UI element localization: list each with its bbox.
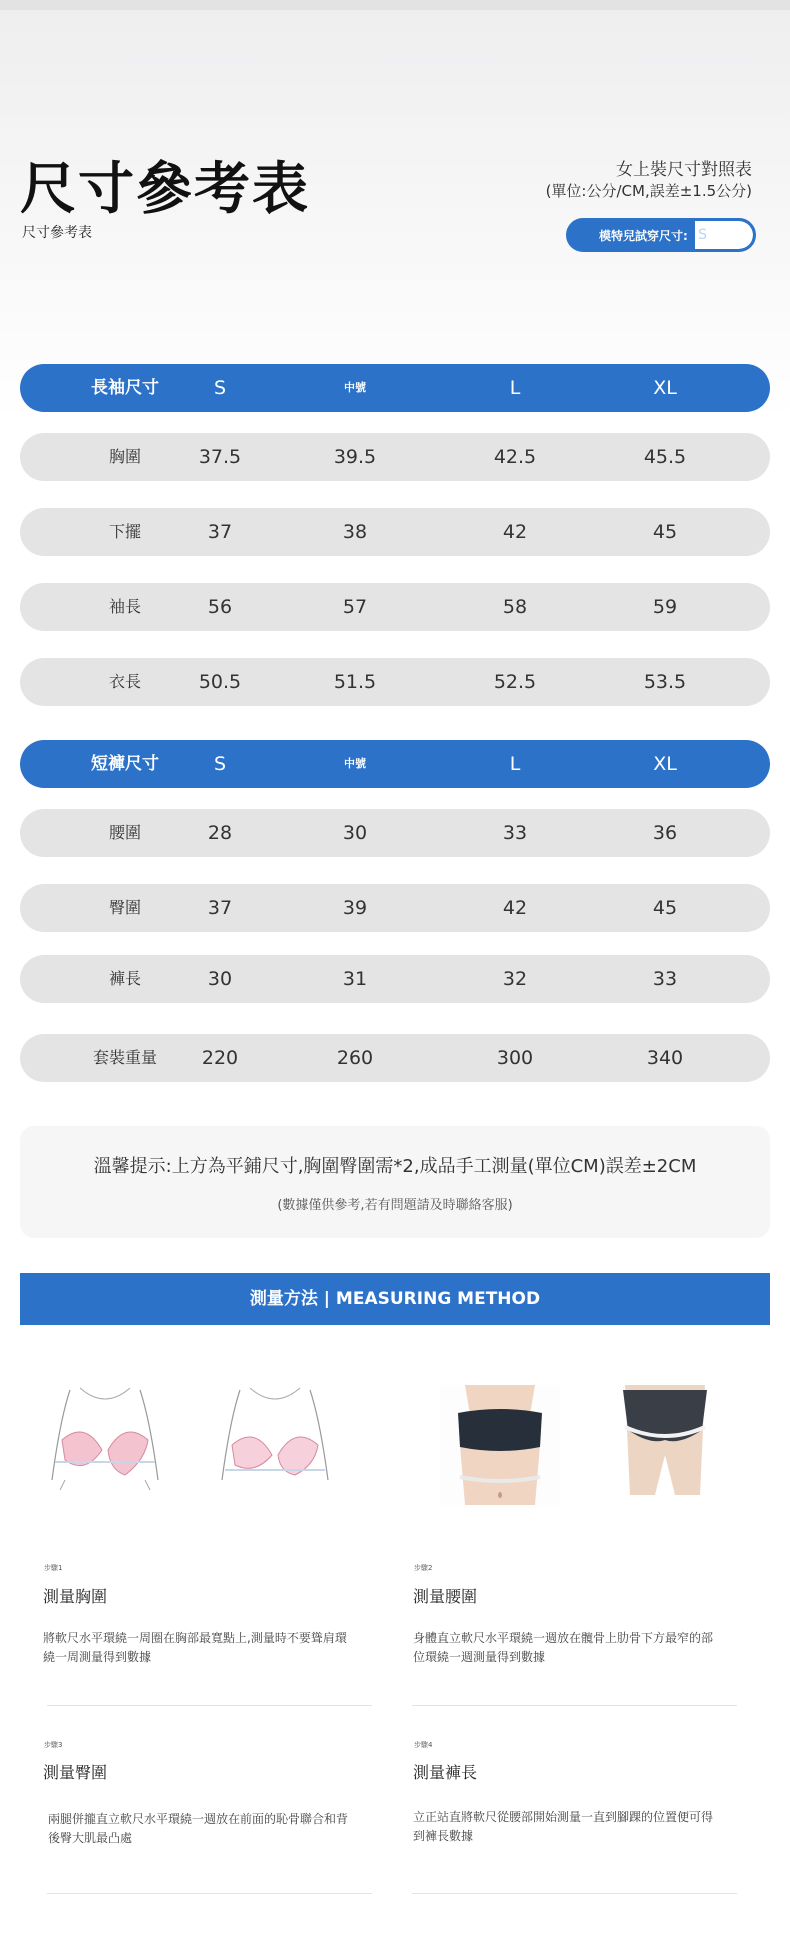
table-row bbox=[20, 658, 770, 706]
cell-value: 56 bbox=[207, 596, 233, 618]
row-label: 下擺 bbox=[108, 522, 141, 541]
cell-value: 31 bbox=[342, 968, 368, 990]
method-heading: 測量方法 | MEASURING METHOD bbox=[20, 1273, 770, 1325]
cell-value: 220 bbox=[201, 1047, 239, 1069]
cell-value: 38 bbox=[342, 521, 368, 543]
table-row bbox=[20, 884, 770, 932]
hip-measure-illustration bbox=[620, 1385, 710, 1500]
table-row bbox=[20, 809, 770, 857]
cell-value: 33 bbox=[652, 968, 678, 990]
step-description: 立正站直將軟尺從腰部開始測量一直到腳踝的位置便可得到褲長數據 bbox=[413, 1810, 714, 1843]
header-size-s: S bbox=[213, 753, 227, 775]
row-label: 褲長 bbox=[108, 969, 141, 988]
cell-value: 260 bbox=[336, 1047, 374, 1069]
table-row bbox=[20, 955, 770, 1003]
chart-title: 女上裝尺寸對照表 bbox=[616, 160, 752, 180]
divider bbox=[47, 1705, 372, 1706]
cell-value: 37.5 bbox=[198, 446, 242, 468]
step-title: 測量臀圍 bbox=[43, 1763, 108, 1782]
step-description: 身體直立軟尺水平環繞一週放在髖骨上肋骨下方最窄的部位環繞一週測量得到數據 bbox=[413, 1631, 714, 1664]
cell-value: 30 bbox=[342, 822, 368, 844]
row-label: 腰圍 bbox=[108, 823, 141, 842]
bra-back-illustration bbox=[210, 1380, 340, 1500]
cell-value: 300 bbox=[496, 1047, 534, 1069]
step-number: 步驟3 bbox=[44, 1741, 63, 1749]
step-number: 步驟4 bbox=[414, 1741, 433, 1749]
row-label: 套裝重量 bbox=[92, 1048, 157, 1067]
cell-value: 37 bbox=[207, 897, 233, 919]
row-label: 胸圍 bbox=[108, 447, 141, 466]
cell-value: 39.5 bbox=[333, 446, 377, 468]
header-size-xl: XL bbox=[653, 377, 677, 399]
header-size-s: S bbox=[213, 377, 227, 399]
header-size-xl: XL bbox=[653, 753, 677, 775]
bottom-table-header bbox=[20, 740, 770, 788]
cell-value: 45 bbox=[652, 521, 678, 543]
cell-value: 39 bbox=[342, 897, 368, 919]
header-size-m: 中號 bbox=[344, 381, 366, 394]
step-description: 將軟尺水平環繞一周圈在胸部最寬點上,測量時不要聳肩環繞一周測量得到數據 bbox=[43, 1631, 347, 1664]
step-title: 測量腰圍 bbox=[413, 1587, 478, 1606]
notice-text: 溫馨提示:上方為平鋪尺寸,胸圍臀圍需*2,成品手工測量(單位CM)誤差±2CM bbox=[93, 1156, 697, 1177]
cell-value: 52.5 bbox=[493, 671, 537, 693]
cell-value: 33 bbox=[502, 822, 528, 844]
divider bbox=[412, 1893, 737, 1894]
row-label: 臀圍 bbox=[108, 898, 141, 917]
page-subtitle: 尺寸參考表 bbox=[22, 225, 92, 241]
notice-box bbox=[20, 1126, 770, 1238]
step-number: 步驟1 bbox=[44, 1564, 63, 1572]
cell-value: 51.5 bbox=[333, 671, 377, 693]
model-size-badge bbox=[566, 218, 756, 252]
header-size-l: L bbox=[509, 377, 521, 399]
cell-value: 58 bbox=[502, 596, 528, 618]
top-band bbox=[0, 0, 790, 10]
model-size-value: S bbox=[698, 227, 707, 243]
waist-measure-illustration bbox=[440, 1385, 560, 1505]
row-label: 衣長 bbox=[108, 672, 141, 691]
step-title: 測量褲長 bbox=[413, 1763, 478, 1782]
table-row bbox=[20, 583, 770, 631]
header-size-l: L bbox=[509, 753, 521, 775]
cell-value: 30 bbox=[207, 968, 233, 990]
header-size-m: 中號 bbox=[344, 757, 366, 770]
cell-value: 340 bbox=[646, 1047, 684, 1069]
cell-value: 32 bbox=[502, 968, 528, 990]
cell-value: 53.5 bbox=[643, 671, 687, 693]
cell-value: 37 bbox=[207, 521, 233, 543]
cell-value: 45.5 bbox=[643, 446, 687, 468]
row-label: 袖長 bbox=[108, 597, 141, 616]
notice-subtext: (數據僅供參考,若有問題請及時聯絡客服) bbox=[277, 1198, 513, 1213]
step-title: 測量胸圍 bbox=[43, 1587, 108, 1606]
header-label: 長袖尺寸 bbox=[91, 378, 159, 398]
cell-value: 28 bbox=[207, 822, 233, 844]
cell-value: 36 bbox=[652, 822, 678, 844]
table-row bbox=[20, 508, 770, 556]
cell-value: 45 bbox=[652, 897, 678, 919]
table-row bbox=[20, 1034, 770, 1082]
cell-value: 42.5 bbox=[493, 446, 537, 468]
divider bbox=[412, 1705, 737, 1706]
cell-value: 50.5 bbox=[198, 671, 242, 693]
unit-note: (單位:公分/CM,誤差±1.5公分) bbox=[545, 182, 752, 200]
cell-value: 42 bbox=[502, 521, 528, 543]
cell-value: 59 bbox=[652, 596, 678, 618]
header-label: 短褲尺寸 bbox=[91, 754, 159, 774]
cell-value: 42 bbox=[502, 897, 528, 919]
bra-front-illustration bbox=[40, 1380, 170, 1500]
page-title: 尺寸參考表 bbox=[20, 157, 310, 222]
step-number: 步驟2 bbox=[414, 1564, 433, 1572]
model-size-label: 模特兒試穿尺寸: bbox=[599, 228, 688, 243]
top-table-header bbox=[20, 364, 770, 412]
divider bbox=[47, 1893, 372, 1894]
step-description: 兩腿併攏直立軟尺水平環繞一週放在前面的恥骨聯合和背後臀大肌最凸處 bbox=[48, 1812, 349, 1845]
cell-value: 57 bbox=[342, 596, 368, 618]
table-row bbox=[20, 433, 770, 481]
